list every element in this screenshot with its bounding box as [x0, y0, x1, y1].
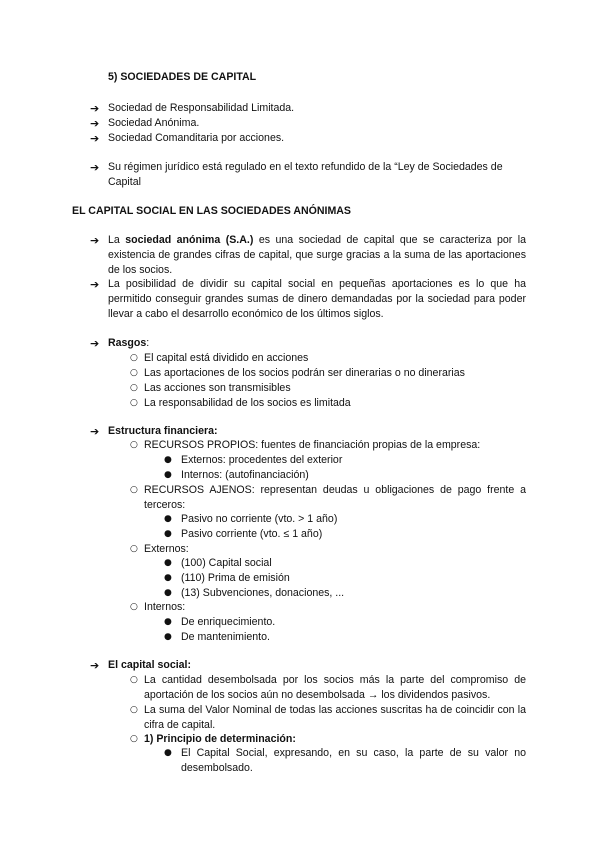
externos-label: Externos:: [144, 543, 189, 555]
internos-label: Internos:: [144, 601, 186, 613]
list-item: La cantidad desembolsada por los socios más la parte del compromiso de aportación de los socios aún no desembolsada → los dividendos pasivos.: [144, 674, 526, 701]
rasgos-colon: :: [146, 337, 150, 349]
circle-bullet-icon: ○: [130, 602, 138, 612]
list-item: (110) Prima de emisión: [181, 572, 290, 584]
posibilidad-text: La posibilidad de dividir su capital social en pequeñas aportaciones es lo que ha permitido conseguir grandes sumas de dinero demandadas por la sociedad para poder llevar a cabo el desarrollo económico de los últimos siglos.: [108, 278, 526, 320]
arrow-bullet-icon: ➔: [90, 659, 100, 672]
dot-bullet-icon: ●: [164, 617, 172, 627]
arrow-bullet-icon: ➔: [90, 425, 100, 438]
dot-bullet-icon: ●: [164, 573, 172, 583]
arrow-bullet-icon: ➔: [90, 234, 100, 247]
arrow-bullet-icon: ➔: [90, 117, 100, 130]
circle-bullet-icon: ○: [130, 398, 138, 408]
list-item: Sociedad Anónima.: [108, 117, 200, 129]
circle-bullet-icon: ○: [130, 440, 138, 450]
dot-bullet-icon: ●: [164, 632, 172, 642]
circle-bullet-icon: ○: [130, 734, 138, 744]
section-heading: EL CAPITAL SOCIAL EN LAS SOCIEDADES ANÓNIMAS: [72, 205, 351, 217]
dot-bullet-icon: ●: [164, 529, 172, 539]
list-item: Pasivo no corriente (vto. > 1 año): [181, 513, 338, 525]
dot-bullet-icon: ●: [164, 514, 172, 524]
list-item: Externos: procedentes del exterior: [181, 454, 343, 466]
circle-bullet-icon: ○: [130, 353, 138, 363]
list-item: Sociedad de Responsabilidad Limitada.: [108, 102, 295, 114]
arrow-bullet-icon: ➔: [90, 337, 100, 350]
arrow-bullet-icon: ➔: [90, 278, 100, 291]
dot-bullet-icon: ●: [164, 455, 172, 465]
list-item: La suma del Valor Nominal de todas las acciones suscritas ha de coincidir con la cifra de capital.: [144, 704, 526, 731]
principio-title: 1) Principio de determinación:: [144, 733, 296, 745]
list-item: La responsabilidad de los socios es limitada: [144, 397, 351, 409]
list-item: Sociedad Comanditaria por acciones.: [108, 132, 285, 144]
circle-bullet-icon: ○: [130, 383, 138, 393]
capital-title: El capital social:: [108, 659, 192, 671]
circle-bullet-icon: ○: [130, 368, 138, 378]
dot-bullet-icon: ●: [164, 588, 172, 598]
circle-bullet-icon: ○: [130, 485, 138, 495]
arrow-bullet-icon: ➔: [90, 132, 100, 145]
list-item: (100) Capital social: [181, 557, 272, 569]
dot-bullet-icon: ●: [164, 558, 172, 568]
arrow-bullet-icon: ➔: [90, 161, 100, 174]
list-item: Internos: (autofinanciación): [181, 469, 309, 481]
arrow-bullet-icon: ➔: [90, 102, 100, 115]
list-item: Las aportaciones de los socios podrán ser dinerarias o no dinerarias: [144, 367, 465, 379]
list-item: Las acciones son transmisibles: [144, 382, 291, 394]
list-item: El capital está dividido en acciones: [144, 352, 309, 364]
estructura-title: Estructura financiera:: [108, 425, 218, 437]
recursos-propios: RECURSOS PROPIOS: fuentes de financiación propias de la empresa:: [144, 439, 481, 451]
sa-definition: [108, 233, 526, 278]
sa-def-post: es una sociedad de capital que se caracteriza por la existencia de grandes cifras de capital, que surge gracias a la suma de las aportaciones de los socios.: [108, 234, 526, 276]
dot-bullet-icon: ●: [164, 470, 172, 480]
dot-bullet-icon: ●: [164, 748, 172, 758]
list-item: De mantenimiento.: [181, 631, 270, 643]
sa-def-pre: La: [108, 234, 126, 246]
regimen-text: Su régimen jurídico está regulado en el texto refundido de la “Ley de Sociedades de Capital: [108, 161, 503, 188]
circle-bullet-icon: ○: [130, 705, 138, 715]
rasgos-title-bold: Rasgos: [108, 337, 147, 349]
sa-def-bold: sociedad anónima (S.A.): [125, 234, 254, 246]
list-item: Pasivo corriente (vto. ≤ 1 año): [181, 528, 323, 540]
rasgos-title: [108, 336, 526, 351]
list-item: (13) Subvenciones, donaciones, ...: [181, 587, 345, 599]
list-item: El Capital Social, expresando, en su caso, la parte de su valor no desembolsado.: [181, 747, 526, 774]
recursos-ajenos: RECURSOS AJENOS: representan deudas u obligaciones de pago frente a terceros:: [144, 484, 526, 511]
circle-bullet-icon: ○: [130, 675, 138, 685]
section-title: 5) SOCIEDADES DE CAPITAL: [108, 71, 257, 83]
circle-bullet-icon: ○: [130, 544, 138, 554]
list-item: De enriquecimiento.: [181, 616, 276, 628]
